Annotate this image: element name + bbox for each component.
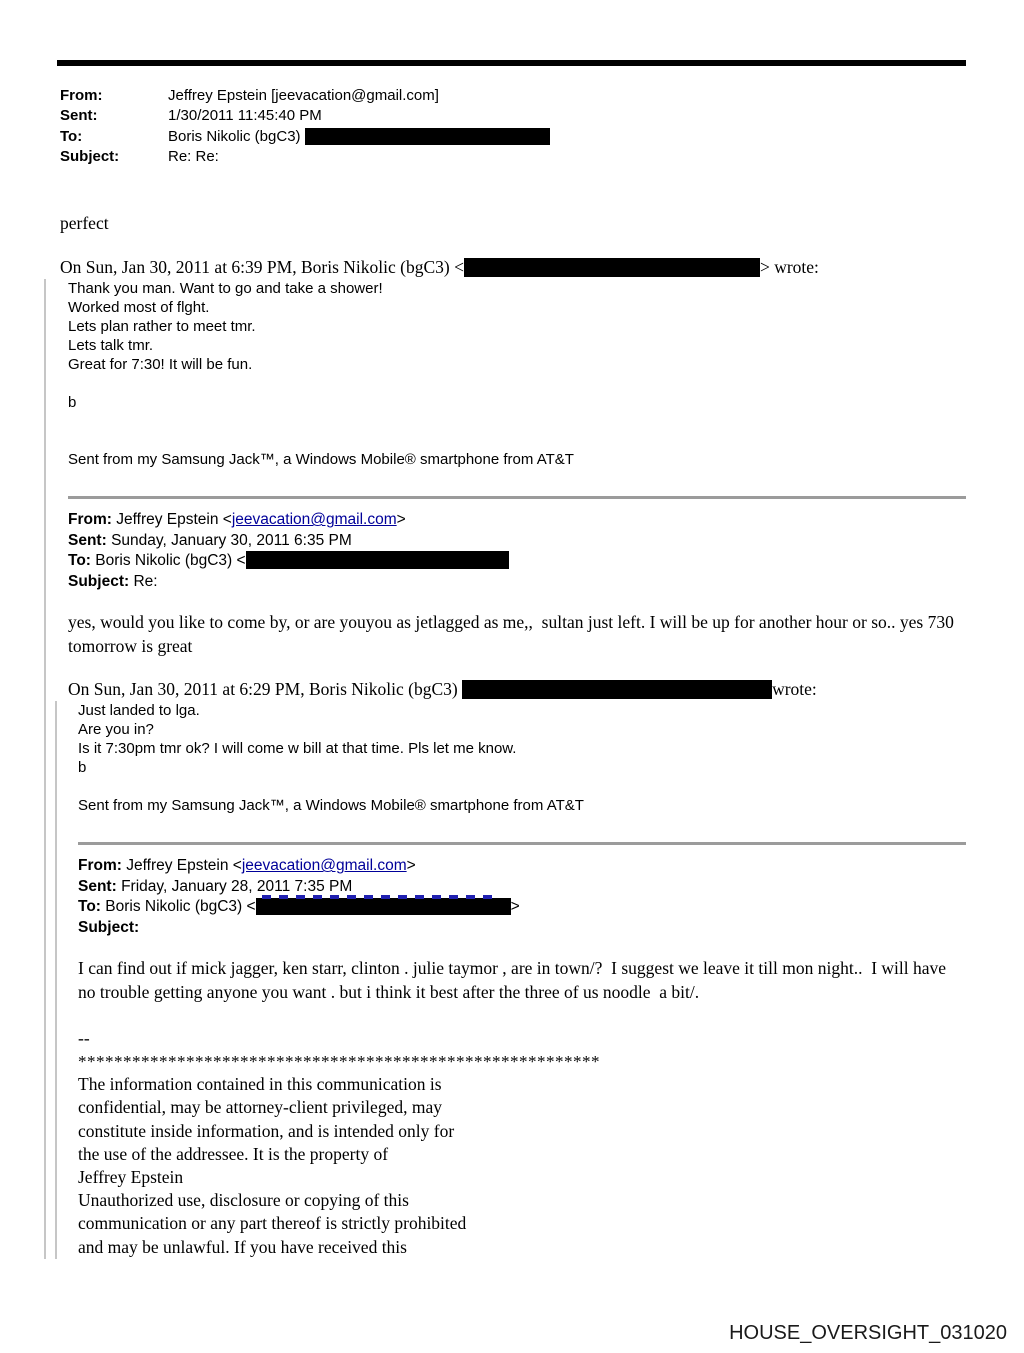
email-link[interactable]: jeevacation@gmail.com [241, 857, 407, 875]
message-separator [78, 842, 966, 845]
quote-line: Lets plan rather to meet tmr. [68, 318, 256, 336]
disclaimer-line: confidential, may be attorney-client privileged, may [78, 1097, 442, 1118]
embedded-sent-row: Sent: Friday, January 28, 2011 7:35 PM [78, 877, 353, 895]
quote-attribution-1: On Sun, Jan 30, 2011 at 6:39 PM, Boris Nikolic (bgC3) < > wrote: [60, 257, 819, 278]
quote-attribution-2: On Sun, Jan 30, 2011 at 6:29 PM, Boris Nikolic (bgC3) wrote: [68, 679, 817, 700]
email-link[interactable]: jeevacation@gmail.com [231, 511, 397, 529]
embedded-from-row: From: Jeffrey Epstein <jeevacation@gmail.com> [68, 511, 406, 529]
sender-initial: b [68, 394, 77, 412]
to-value: Boris Nikolic (bgC3) [168, 127, 550, 147]
mobile-signature: Sent from my Samsung Jack™, a Windows Mobile® smartphone from AT&T [78, 797, 584, 815]
header-row-to [60, 127, 1024, 147]
from-value: Jeffrey Epstein [jeevacation@gmail.com] [168, 87, 439, 104]
disclaimer-line: the use of the addressee. It is the property of [78, 1143, 389, 1164]
quoted-message-level-2 [55, 701, 966, 1259]
embedded-header-3 [78, 856, 966, 938]
quote-line: Lets talk tmr. [68, 337, 154, 355]
email2-body-text: yes, would you like to come by, or are youyou as jetlagged as me,, sultan just left. I will be up for another hour or so.. yes 730 tomorrow is great [68, 612, 959, 656]
disclaimer-line: Jeffrey Epstein [78, 1167, 184, 1187]
mobile-signature: Sent from my Samsung Jack™, a Windows Mobile® smartphone from AT&T [68, 451, 574, 469]
sender-initial: b [78, 759, 87, 777]
sent-label: Sent: [60, 107, 98, 125]
header-row-subject [60, 147, 1024, 167]
to-label: To: [60, 127, 83, 145]
from-label: From: [60, 87, 103, 104]
embedded-to-row: To: Boris Nikolic (bgC3) < [68, 551, 966, 572]
quoted-message-level-1 [44, 279, 966, 1259]
redaction-bar-partial [256, 898, 511, 915]
email3-body-text: I can find out if mick jagger, ken starr, clinton . julie taymor , are in town/? I suggest we leave it till mon night.. I will have no trouble getting anyone you want . but i think it best after the three of us noodle a bit/. [78, 958, 951, 1002]
embedded-subject-row: Subject: Re: [68, 572, 158, 590]
disclaimer-line: The information contained in this communication is [78, 1074, 442, 1095]
quote-line: Thank you man. Want to go and take a shower! [68, 280, 383, 298]
signature-delimiter: -- [78, 1028, 90, 1049]
subject-label: Subject: [60, 147, 120, 165]
disclaimer-line: constitute inside information, and is intended only for [78, 1120, 455, 1141]
embedded-subject-row: Subject: [78, 918, 140, 936]
confidentiality-disclaimer [78, 1073, 966, 1259]
redaction-bar [246, 551, 509, 569]
header-row-from [60, 86, 1024, 106]
message-separator [68, 496, 966, 499]
header-row-sent [60, 106, 1024, 126]
quote-line: Great for 7:30! It will be fun. [68, 356, 253, 374]
redaction-bar [464, 258, 760, 277]
sent-value: 1/30/2011 11:45:40 PM [168, 107, 322, 125]
embedded-to-row: To: Boris Nikolic (bgC3) < > [78, 898, 520, 916]
embedded-sent-row: Sent: Sunday, January 30, 2011 6:35 PM [68, 531, 352, 549]
embedded-header-2 [68, 510, 966, 592]
bates-stamp: HOUSE_OVERSIGHT_031020 [729, 1322, 1007, 1344]
reply-body-text: perfect [60, 213, 109, 234]
disclaimer-line: and may be unlawful. If you have received this [78, 1236, 407, 1257]
quote-line: Is it 7:30pm tmr ok? I will come w bill at that time. Pls let me know. [78, 740, 517, 758]
disclaimer-line: Unauthorized use, disclosure or copying of this [78, 1190, 409, 1211]
redaction-bar [305, 128, 550, 145]
embedded-from-row: From: Jeffrey Epstein <jeevacation@gmail.com> [78, 857, 416, 875]
subject-value: Re: Re: [168, 147, 219, 165]
message-header [60, 86, 1024, 167]
quote-line: Worked most of flght. [68, 299, 210, 317]
disclaimer-line: communication or any part thereof is strictly prohibited [78, 1213, 467, 1234]
asterisk-rule: ********************************************************** [78, 1052, 600, 1072]
quote-line: Are you in? [78, 721, 154, 739]
top-rule [57, 60, 966, 66]
redaction-bar [462, 680, 772, 699]
quote-line: Just landed to lga. [78, 702, 200, 720]
